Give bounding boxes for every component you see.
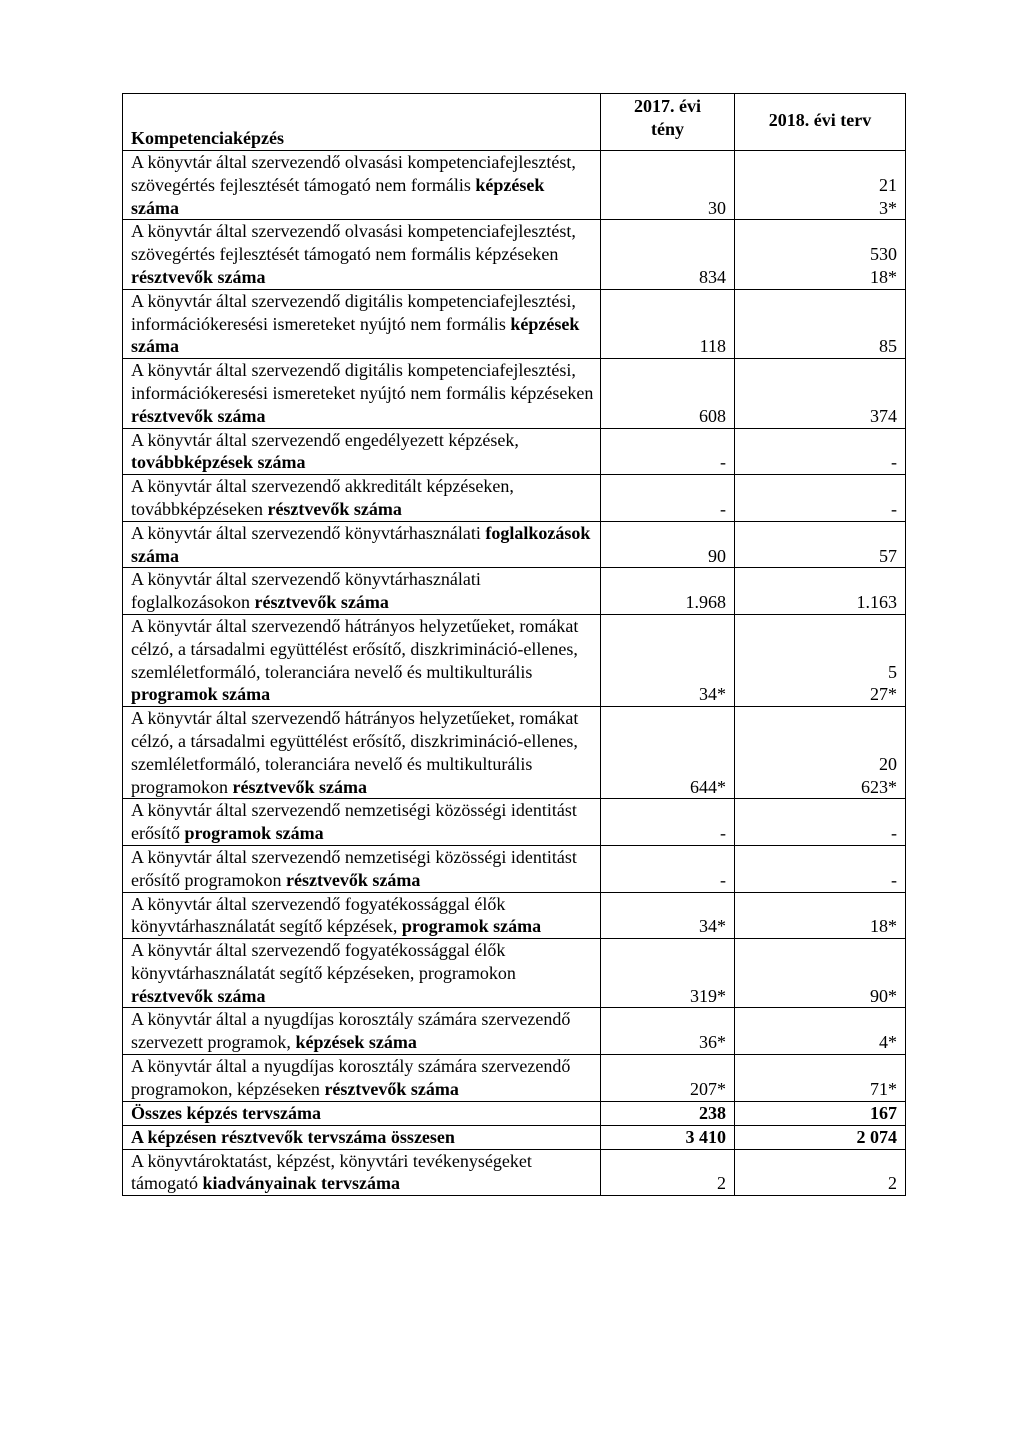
table-row bbox=[123, 845, 906, 892]
table-row bbox=[123, 289, 906, 358]
total-value-2017: 3 410 bbox=[601, 1125, 735, 1149]
value-2017: 118 bbox=[601, 289, 735, 358]
row-bold-text: résztvevők száma bbox=[131, 985, 266, 1006]
value-2018: 71* bbox=[735, 1055, 906, 1102]
total-row bbox=[123, 1125, 906, 1149]
row-bold-text: programok száma bbox=[131, 684, 271, 705]
value-2018: 21 3* bbox=[735, 151, 906, 220]
header-2018: 2018. évi terv bbox=[735, 94, 906, 151]
row-text: A könyvtár által szervezendő olvasási kompetenciafejlesztést, szövegértés fejlesztését támogató nem formális bbox=[131, 152, 576, 195]
value-2018: 4* bbox=[735, 1008, 906, 1055]
table-row bbox=[123, 614, 906, 706]
row-description bbox=[123, 845, 601, 892]
row-bold-text: résztvevők száma bbox=[131, 266, 266, 287]
value-2018: 85 bbox=[735, 289, 906, 358]
row-description bbox=[123, 220, 601, 289]
table-row bbox=[123, 428, 906, 475]
row-description bbox=[123, 1055, 601, 1102]
row-description bbox=[123, 151, 601, 220]
table-row bbox=[123, 475, 906, 522]
row-bold-text: résztvevők száma bbox=[267, 498, 402, 519]
value-2018: 57 bbox=[735, 521, 906, 568]
total-row bbox=[123, 1101, 906, 1125]
row-bold-text: programok száma bbox=[184, 823, 324, 844]
row-bold-text: képzések száma bbox=[131, 313, 580, 357]
row-description bbox=[123, 521, 601, 568]
row-text: A könyvtár által szervezendő hátrányos helyzetűeket, romákat célzó, a társadalmi együttélést erősítő, diszkrimináció-ellenes, szemléletformáló, toleranciára nevelő és multikulturális bbox=[131, 615, 579, 682]
value-2017: 2 bbox=[601, 1149, 735, 1196]
header-2017: 2017. évi tény bbox=[601, 94, 735, 151]
total-label: Összes képzés tervszáma bbox=[123, 1101, 601, 1125]
row-description bbox=[123, 614, 601, 706]
row-text: A könyvtár által szervezendő könyvtárhasználati foglalkozásokon bbox=[131, 569, 481, 613]
value-2018: 90* bbox=[735, 939, 906, 1008]
row-bold-text: képzések száma bbox=[295, 1032, 417, 1053]
value-2018: 530 18* bbox=[735, 220, 906, 289]
row-description bbox=[123, 939, 601, 1008]
value-2017: - bbox=[601, 475, 735, 522]
row-text: A könyvtároktatást, képzést, könyvtári tevékenységeket támogató bbox=[131, 1150, 532, 1194]
value-2017: 36* bbox=[601, 1008, 735, 1055]
row-bold-text: foglalkozások száma bbox=[131, 522, 591, 566]
value-2018: 20 623* bbox=[735, 707, 906, 799]
row-description bbox=[123, 289, 601, 358]
row-text: A könyvtár által szervezendő nemzetiségi közösségi identitást erősítő bbox=[131, 800, 577, 844]
value-2018: 18* bbox=[735, 892, 906, 939]
row-text: A könyvtár által szervezendő fogyatékossággal élők könyvtárhasználatát segítő képzések, bbox=[131, 893, 506, 937]
row-bold-text: kiadványainak tervszáma bbox=[202, 1173, 401, 1194]
value-2018: 5 27* bbox=[735, 614, 906, 706]
value-2018: - bbox=[735, 845, 906, 892]
row-bold-text: továbbképzések száma bbox=[131, 452, 306, 473]
table-header-row bbox=[123, 94, 906, 151]
table-row bbox=[123, 1055, 906, 1102]
table-row bbox=[123, 1149, 906, 1196]
header-label: Kompetenciaképzés bbox=[123, 94, 601, 151]
row-text: A könyvtár által szervezendő akkreditált képzéseken, továbbképzéseken bbox=[131, 476, 514, 519]
table-row bbox=[123, 568, 906, 615]
table-row bbox=[123, 359, 906, 428]
value-2017: 834 bbox=[601, 220, 735, 289]
row-text: A könyvtár által szervezendő digitális kompetenciafejlesztési, információkeresési ismereteket nyújtó nem formális képzéseken bbox=[131, 360, 594, 403]
row-bold-text: programok száma bbox=[401, 916, 542, 937]
value-2018: 1.163 bbox=[735, 568, 906, 615]
row-description bbox=[123, 707, 601, 799]
row-bold-text: képzések száma bbox=[131, 174, 545, 218]
row-text: A könyvtár által szervezendő olvasási kompetenciafejlesztést, szövegértés fejlesztését támogató nem formális képzéseken bbox=[131, 221, 576, 265]
value-2017: - bbox=[601, 799, 735, 846]
table-row bbox=[123, 220, 906, 289]
row-text: A könyvtár által szervezendő könyvtárhasználati bbox=[131, 522, 486, 543]
competence-training-table bbox=[122, 93, 906, 1196]
row-description bbox=[123, 799, 601, 846]
row-bold-text: résztvevők száma bbox=[285, 869, 421, 890]
value-2018: 2 bbox=[735, 1149, 906, 1196]
table-row bbox=[123, 521, 906, 568]
row-description bbox=[123, 359, 601, 428]
table-row bbox=[123, 707, 906, 799]
row-description bbox=[123, 1149, 601, 1196]
value-2018: - bbox=[735, 428, 906, 475]
total-label: A képzésen résztvevők tervszáma összesen bbox=[123, 1125, 601, 1149]
row-text: A könyvtár által szervezendő digitális kompetenciafejlesztési, információkeresési ismereteket nyújtó nem formális bbox=[131, 290, 576, 334]
row-description bbox=[123, 475, 601, 522]
row-text: A könyvtár által a nyugdíjas korosztály számára szervezendő programokon, képzéseken bbox=[131, 1056, 571, 1099]
value-2017: 34* bbox=[601, 614, 735, 706]
table-row bbox=[123, 1008, 906, 1055]
table-body bbox=[123, 151, 906, 1196]
value-2017: - bbox=[601, 845, 735, 892]
row-bold-text: résztvevők száma bbox=[232, 776, 367, 797]
row-description bbox=[123, 892, 601, 939]
value-2017: 34* bbox=[601, 892, 735, 939]
row-bold-text: résztvevők száma bbox=[131, 405, 266, 426]
table-row bbox=[123, 799, 906, 846]
value-2017: 30 bbox=[601, 151, 735, 220]
table-row bbox=[123, 939, 906, 1008]
value-2018: - bbox=[735, 475, 906, 522]
row-description bbox=[123, 428, 601, 475]
row-description bbox=[123, 568, 601, 615]
value-2017: 644* bbox=[601, 707, 735, 799]
value-2018: 374 bbox=[735, 359, 906, 428]
row-text: A könyvtár által szervezendő hátrányos helyzetűeket, romákat célzó, a társadalmi együttélést erősítő, diszkrimináció-ellenes, szemléletformáló, toleranciára nevelő és multikulturális programokon bbox=[131, 708, 579, 797]
row-text: A könyvtár által a nyugdíjas korosztály számára szervezendő szervezett programok, bbox=[131, 1009, 571, 1053]
row-text: A könyvtár által szervezendő nemzetiségi közösségi identitást erősítő programokon bbox=[131, 846, 577, 890]
value-2017: - bbox=[601, 428, 735, 475]
table-row bbox=[123, 892, 906, 939]
value-2017: 319* bbox=[601, 939, 735, 1008]
row-description bbox=[123, 1008, 601, 1055]
table-row bbox=[123, 151, 906, 220]
row-bold-text: résztvevők száma bbox=[324, 1078, 459, 1099]
total-value-2018: 2 074 bbox=[735, 1125, 906, 1149]
value-2017: 207* bbox=[601, 1055, 735, 1102]
value-2017: 90 bbox=[601, 521, 735, 568]
value-2018: - bbox=[735, 799, 906, 846]
value-2017: 1.968 bbox=[601, 568, 735, 615]
value-2017: 608 bbox=[601, 359, 735, 428]
row-text: A könyvtár által szervezendő engedélyezett képzések, bbox=[131, 429, 519, 450]
row-text: A könyvtár által szervezendő fogyatékossággal élők könyvtárhasználatát segítő képzéseken, programokon bbox=[131, 940, 516, 983]
row-bold-text: résztvevők száma bbox=[254, 592, 389, 613]
total-value-2018: 167 bbox=[735, 1101, 906, 1125]
total-value-2017: 238 bbox=[601, 1101, 735, 1125]
